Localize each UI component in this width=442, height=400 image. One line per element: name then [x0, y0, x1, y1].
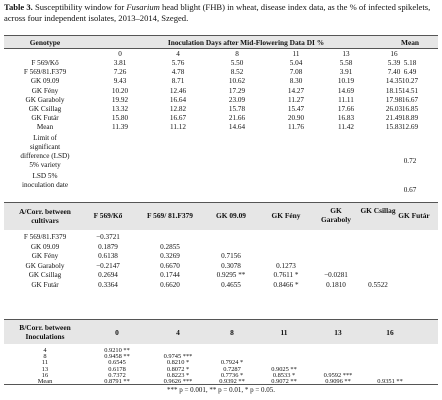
- disease-index-value: 10.62: [228, 77, 246, 86]
- cultivar-corr-header-label: cultivars: [31, 216, 59, 225]
- cultivar-correlation-value: 0.3364: [98, 280, 118, 289]
- cultivar-row-label: GK Fény: [31, 252, 59, 260]
- cultivar-column-header: GK Fény: [271, 211, 301, 220]
- disease-index-value: 17.29: [228, 86, 246, 95]
- disease-index-value: 5.58: [339, 59, 353, 67]
- inoculation-correlation-value: 0.8791 **: [104, 378, 130, 385]
- lsd-label-line: 5% variety: [29, 161, 61, 169]
- inoculation-corr-header-label: Inoculations: [25, 332, 65, 341]
- cultivar-correlation-value: 0.2855: [160, 242, 180, 251]
- inoculation-correlation-value: 0.9096 **: [325, 378, 351, 385]
- disease-index-value: 7.08: [289, 68, 303, 77]
- disease-index-value: 16.64: [169, 95, 187, 104]
- cultivar-corr-header-label: A/Corr. between: [19, 207, 71, 216]
- inoculation-column-header: 13: [334, 328, 342, 337]
- disease-index-value: 11.39: [112, 123, 128, 132]
- cultivar-correlation-value: 0.1744: [160, 271, 180, 279]
- inoculation-correlation-value: 0.9025 **: [271, 365, 297, 373]
- disease-index-value: 15.47: [287, 105, 305, 113]
- disease-index-value: 21.66: [228, 114, 246, 123]
- genotype-label: F 569/81.F379: [23, 68, 67, 77]
- inoculation-column-header: 0: [115, 328, 119, 337]
- inoculation-correlation-value: 0.7736 *: [220, 371, 244, 379]
- genotype-label: F 569/Kő: [31, 59, 59, 67]
- disease-index-value: 3.81: [113, 59, 127, 67]
- genotype-label: GK Futár: [31, 114, 59, 123]
- inoculation-correlation-value: 0.9745 ***: [163, 353, 193, 361]
- inoculation-column-header: 11: [280, 328, 288, 337]
- disease-index-value: 13.32: [111, 105, 129, 113]
- inoculation-row-label: 4: [43, 347, 47, 354]
- mean-header: Mean: [400, 38, 420, 47]
- disease-index-value: 15.83: [385, 123, 403, 132]
- inoculation-correlation-value: 0.9072 **: [271, 378, 297, 385]
- disease-index-value: 14.69: [337, 86, 355, 95]
- lsd-inoculation-value: 0.67: [403, 186, 417, 194]
- lsd-label-line: Limit of: [33, 134, 57, 142]
- disease-index-value: 12.46: [169, 86, 187, 95]
- row-mean-value: 16.85: [401, 105, 419, 113]
- cultivar-correlation-value: 0.7156: [221, 252, 241, 260]
- caption-italic: Fusarium: [126, 2, 160, 12]
- lsd2-label-line: inoculation date: [21, 181, 69, 189]
- inoculation-header: Inoculation Days after Mid-Flowering Data DI %: [167, 38, 325, 47]
- cultivar-correlation-value: 0.3269: [160, 252, 180, 260]
- inoculation-row-label: 16: [41, 371, 49, 379]
- disease-index-value: 12.82: [169, 105, 187, 113]
- disease-index-value: 11.11: [338, 95, 354, 104]
- lsd2-label-line: LSD 5%: [32, 172, 58, 180]
- rule-under-header: [4, 48, 438, 49]
- cultivar-column-header: F 569/Kő: [93, 211, 123, 220]
- row-mean-value: 5.18: [403, 59, 417, 67]
- disease-index-value: 5.04: [289, 59, 303, 67]
- inoculation-correlation-value: 0.8072 *: [166, 365, 190, 373]
- disease-index-value: 17.66: [337, 105, 355, 113]
- inoculation-corr-header-label: B/Corr. between: [19, 323, 71, 332]
- row-mean-value: 12.69: [401, 123, 419, 132]
- disease-index-value: 18.15: [385, 86, 403, 95]
- cultivar-correlation-value: 0.8466 *: [273, 280, 299, 289]
- cultivar-correlation-value: 0.9295 **: [216, 271, 246, 279]
- inoculation-correlation-value: 0.8210 *: [166, 359, 190, 367]
- lsd-label-line: difference (LSD): [20, 152, 70, 160]
- inoculation-correlation-value: 0.9351 **: [377, 378, 403, 385]
- disease-index-value: 5.50: [230, 59, 244, 67]
- disease-index-value: 10.19: [337, 77, 355, 86]
- disease-index-value: 20.90: [287, 114, 305, 123]
- caption-post: head blight (FHB) in wheat, disease index data, as the % of infected spikelets, across four independent isolates, 2013–2014, Szeged.: [4, 2, 431, 23]
- disease-index-value: 16.83: [337, 114, 355, 123]
- cultivar-correlation-value: −0.2147: [96, 261, 120, 270]
- cultivar-correlation-value: 0.3078: [221, 261, 241, 270]
- table-caption: [4, 2, 438, 23]
- cultivar-column-header: F 569/ 81.F379: [147, 211, 193, 220]
- inoculation-row-label: 13: [41, 365, 49, 373]
- rule-bottom: [4, 384, 438, 385]
- disease-index-value: 10.20: [111, 86, 129, 95]
- cultivar-row-label: F 569/81.F379: [23, 233, 67, 241]
- cultivar-correlation-value: 0.5522: [368, 280, 388, 289]
- cultivar-correlation-value: −0.0281: [324, 271, 348, 279]
- inoculation-correlation-value: 0.9626 ***: [163, 378, 193, 385]
- inoculation-correlation-value: 0.6545: [108, 359, 126, 367]
- disease-index-value: 8.52: [230, 68, 244, 77]
- disease-index-value: 4.78: [171, 68, 185, 77]
- disease-index-value: 11.12: [170, 123, 186, 132]
- genotype-label: GK 09.09: [30, 77, 60, 86]
- inoculation-row-label: Mean: [37, 378, 53, 385]
- significance-footnote: *** p = 0.001, ** p = 0.01, * p = 0.05.: [166, 386, 276, 394]
- cultivar-correlation-value: 0.6670: [160, 261, 180, 270]
- disease-index-value: 15.78: [228, 105, 246, 113]
- genotype-header: Genotype: [29, 38, 61, 47]
- genotype-label: GK Garaboly: [25, 95, 65, 104]
- inoculation-correlation-value: 0.6178: [108, 365, 126, 373]
- day-column-header: 16: [390, 50, 398, 58]
- cultivar-column-header: GK 09.09: [216, 211, 246, 220]
- cultivar-correlation-value: −0.3721: [96, 233, 120, 241]
- disease-index-value: 19.92: [111, 95, 129, 104]
- inoculation-row-label: 11: [41, 359, 49, 367]
- inoculation-row-label: 8: [43, 353, 47, 361]
- disease-index-value: 7.26: [113, 68, 127, 77]
- genotype-label: GK Csillag: [28, 105, 62, 113]
- cultivar-correlation-value: 0.1273: [276, 261, 296, 270]
- row-mean-value: 18.89: [401, 114, 419, 123]
- lsd-label-line: significant: [29, 143, 61, 151]
- disease-index-value: 3.91: [339, 68, 353, 77]
- inoculation-column-header: 4: [176, 328, 180, 337]
- disease-index-value: 8.71: [171, 77, 185, 86]
- day-column-header: 11: [292, 50, 300, 58]
- disease-index-value: 11.76: [288, 123, 304, 132]
- disease-index-value: 21.49: [385, 114, 403, 123]
- cultivar-correlation-value: 0.7611 *: [273, 271, 299, 279]
- row-mean-value: 10.27: [401, 77, 419, 86]
- day-column-header: 13: [342, 50, 350, 58]
- cultivar-correlation-value: 0.1810: [326, 280, 346, 289]
- cultivar-correlation-value: 0.1879: [98, 242, 118, 251]
- inoculation-correlation-value: 0.9458 **: [104, 353, 130, 361]
- cultivar-column-header: GK Csillag: [360, 206, 396, 215]
- disease-index-value: 14.64: [228, 123, 246, 132]
- cultivar-column-header: GK Garaboly: [321, 206, 351, 224]
- inoculation-correlation-value: 0.9210 **: [104, 347, 130, 354]
- disease-index-value: 14.27: [287, 86, 305, 95]
- cultivar-row-label: GK 09.09: [30, 242, 60, 251]
- inoculation-correlation-value: 0.9592 ***: [323, 371, 353, 379]
- cultivar-column-header: GK Futár: [398, 211, 430, 220]
- inoculation-correlation-value: 0.7372: [108, 371, 126, 379]
- day-column-header: 4: [176, 50, 180, 58]
- disease-index-value: 26.03: [385, 105, 403, 113]
- inoculation-correlation-value: 0.8533 *: [272, 371, 296, 379]
- cultivar-correlation-value: 0.6620: [160, 280, 180, 289]
- lsd-variety-value: 0.72: [403, 157, 417, 165]
- genotype-label: Mean: [36, 123, 54, 132]
- disease-index-value: 14.35: [385, 77, 403, 86]
- disease-index-value: 7.40: [387, 68, 401, 77]
- disease-index-value: 8.30: [289, 77, 303, 86]
- inoculation-correlation-value: 0.8223 *: [166, 371, 190, 379]
- disease-index-value: 16.67: [169, 114, 187, 123]
- inoculation-column-header: 16: [386, 328, 394, 337]
- row-mean-value: 14.51: [401, 86, 419, 95]
- cultivar-correlation-value: 0.2694: [98, 271, 118, 279]
- disease-index-value: 17.98: [385, 95, 403, 104]
- day-column-header: 8: [235, 50, 239, 58]
- disease-index-value: 15.80: [111, 114, 129, 123]
- inoculation-correlation-value: 0.7924 *: [220, 359, 244, 367]
- cultivar-row-label: GK Garaboly: [25, 261, 65, 270]
- cultivar-correlation-value: 0.4655: [221, 280, 241, 289]
- row-mean-value: 16.67: [401, 95, 419, 104]
- inoculation-correlation-value: 0.9392 **: [219, 378, 245, 385]
- cultivar-row-label: GK Futár: [31, 280, 59, 289]
- disease-index-value: 11.42: [338, 123, 354, 132]
- day-column-header: 0: [118, 50, 122, 58]
- disease-index-value: 9.43: [113, 77, 127, 86]
- inoculation-correlation-value: 0.7287: [223, 365, 241, 373]
- disease-index-value: 5.76: [171, 59, 185, 67]
- cultivar-correlation-value: 0.6138: [98, 252, 118, 260]
- disease-index-value: 23.09: [228, 95, 246, 104]
- disease-index-value: 11.27: [288, 95, 304, 104]
- caption-pre: Susceptibility window for: [32, 2, 127, 12]
- genotype-label: GK Fény: [31, 86, 59, 95]
- cultivar-row-label: GK Csillag: [28, 271, 62, 279]
- row-mean-value: 6.49: [403, 68, 417, 77]
- disease-index-value: 5.39: [387, 59, 401, 67]
- caption-label: Table 3.: [4, 2, 33, 12]
- inoculation-column-header: 8: [230, 328, 234, 337]
